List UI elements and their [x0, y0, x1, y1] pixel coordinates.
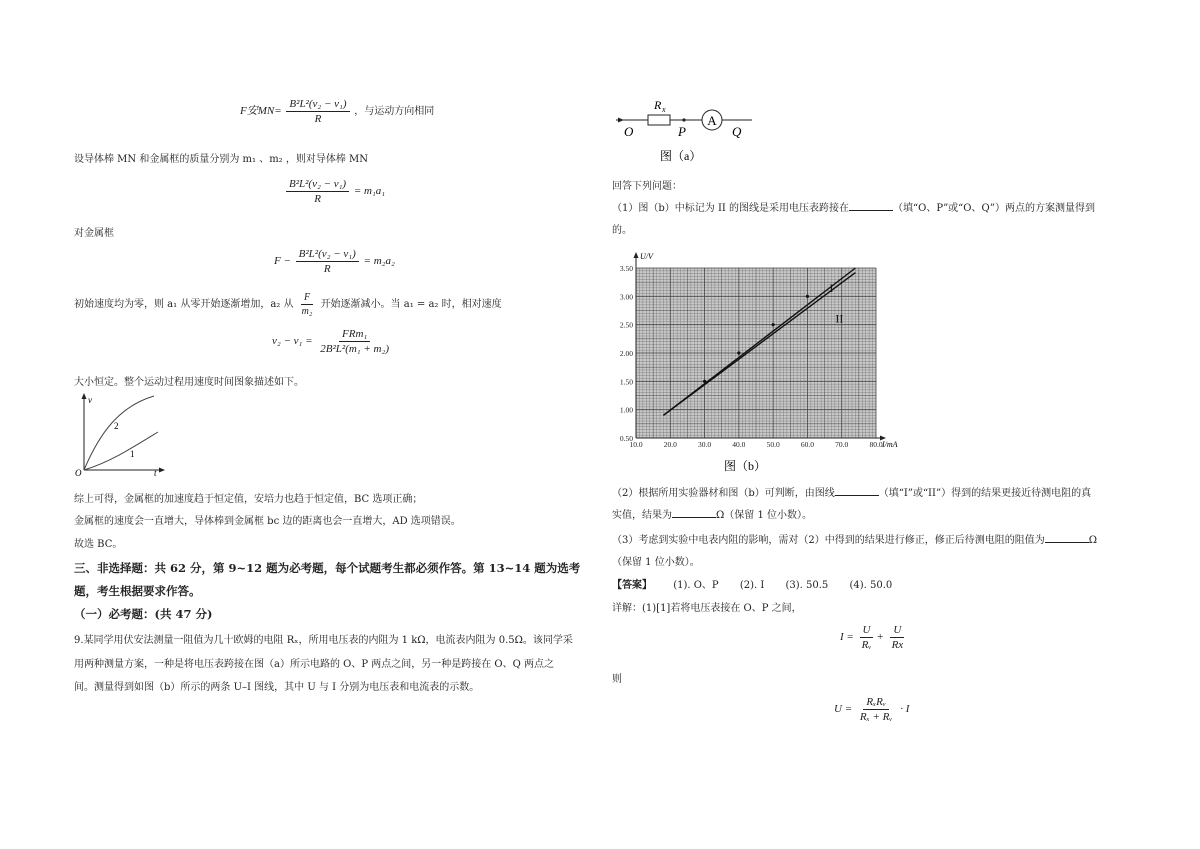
formula-relative-velocity	[272, 328, 394, 355]
question-2-line-2	[612, 506, 812, 521]
y-axis-label: U/V	[640, 252, 653, 261]
figure-b-caption: 图（b）	[724, 459, 767, 473]
x-tick-label: 60.0	[800, 440, 814, 449]
x-tick-label: 80.0	[869, 440, 883, 449]
x-tick-label: 50.0	[766, 440, 780, 449]
paragraph-conclude-2: 金属框的速度会一直增大，导体棒到金属框 bc 边的距离也会一直增大，AD 选项错误。	[74, 516, 461, 527]
curve-1-label: 1	[130, 449, 135, 459]
question-1-line-2: 的。	[612, 225, 632, 236]
section-3-heading-line-2: 题，考生根据要求作答。	[74, 584, 201, 598]
y-tick-label: 1.50	[619, 377, 633, 387]
fraction-num: F	[301, 292, 313, 305]
node-o-label: O	[624, 124, 634, 139]
answer-line	[612, 576, 892, 591]
x-tick-label: 30.0	[698, 440, 712, 449]
vt-graph	[70, 392, 170, 478]
question-3-line-2: （保留 1 位小数）。	[612, 557, 700, 568]
ammeter-label: A	[707, 113, 717, 128]
fraction-num: B²L²(v₂ − v₁)	[286, 98, 349, 112]
fraction-den: Rₓ + Rᵥ	[859, 711, 893, 723]
paragraph-answer: 故选 BC。	[74, 539, 123, 550]
answer-item: (4). 50.0	[849, 580, 893, 591]
origin-label: O	[75, 468, 82, 478]
answer-intro: 回答下列问题：	[612, 181, 682, 192]
question-9-line-2: 用两种测量方案，一种是将电压表跨接在图（a）所示电路的 O、P 两点之间，另一种是跨接在 O、Q 两点之	[74, 659, 554, 670]
node-p-label: P	[678, 124, 686, 139]
fraction	[296, 248, 359, 275]
fraction-den: m₂	[301, 306, 313, 317]
fraction-den: R	[314, 193, 321, 205]
paragraph-constant: 大小恒定。整个运动过程用速度时间图象描述如下。	[74, 377, 304, 388]
series-label-II: II	[835, 311, 844, 326]
answer-item: (2). I	[739, 580, 765, 591]
text-part: 开始逐渐减小。当 a₁ = a₂ 时，相对速度	[320, 299, 502, 310]
fraction-den: R	[323, 263, 331, 275]
formula-rod	[284, 178, 385, 205]
answer-blank-2	[835, 486, 879, 496]
node-p	[682, 118, 685, 121]
formula-rhs: · I	[900, 703, 910, 716]
paragraph-initial	[74, 292, 502, 317]
formula-current: I = $\frac{U}{\text{Rᵥ}}$ + $\frac{U}{Rx}$	[840, 624, 908, 651]
text-part: （3）考虑到实验中电表内阻的影响，需对（2）中得到的结果进行修正，修正后待测电阻的阻值为	[612, 535, 1045, 546]
fraction-num: B²L²(v₂ − v₁)	[296, 248, 359, 262]
y-tick-label: 3.00	[619, 292, 633, 302]
section-required-heading: （一）必考题：(共 47 分)	[74, 607, 213, 621]
text-part: （填“I”或“II”）得到的结果更接近待测电阻的真	[878, 488, 1092, 499]
axis-v-label: v	[88, 395, 92, 405]
then-label: 则	[612, 674, 622, 685]
text-part: 初始速度均为零，则 a₁ 从零开始逐渐增加，a₂ 从	[74, 299, 294, 310]
formula-frame	[274, 248, 395, 275]
fraction	[286, 178, 349, 205]
formula-note: ，与运动方向相同	[354, 106, 435, 118]
formula-rhs: = m₁a₁	[353, 185, 386, 198]
curve-2	[84, 396, 154, 470]
question-9-line-1: 9.某同学用伏安法测量一阻值为几十欧姆的电阻 Rₓ，所用电压表的内阻为 1 kΩ，电流表内阻为 0.5Ω。该同学采	[74, 635, 573, 646]
text-part: （1）图（b）中标记为 II 的图线是采用电压表跨接在	[612, 203, 850, 214]
fraction	[857, 696, 896, 723]
chart-grid	[634, 252, 887, 441]
question-1-line	[612, 199, 1095, 214]
fraction-num: B²L²(v₂ − v₁)	[286, 178, 349, 192]
node-q-label: Q	[732, 124, 742, 139]
text-part: （2）根据所用实验器材和图（b）可判断，由图线	[612, 488, 835, 499]
question-3-line	[612, 531, 1097, 546]
formula-rhs: = m₂a₂	[363, 255, 395, 268]
fraction	[317, 328, 392, 355]
formula-lhs: I =	[840, 631, 854, 644]
data-point	[772, 323, 775, 326]
paragraph-mass: 设导体棒 MN 和金属框的质量分别为 m₁ 、m₂ ，则对导体棒 MN	[74, 154, 369, 165]
fraction-den: 2B²L²(m₁ + m₂)	[320, 343, 389, 355]
x-tick-label: 20.0	[663, 440, 677, 449]
y-tick-label: 2.00	[619, 349, 633, 358]
y-tick-label: 3.50	[619, 264, 633, 273]
data-point	[737, 351, 740, 354]
curve-2-label: 2	[114, 421, 119, 431]
figure-a-caption: 图（a）	[660, 149, 702, 163]
section-3-heading-line-1: 三、非选择题：共 62 分，第 9~12 题为必考题，每个试题考生都必须作答。第 13~14 题为选考	[74, 561, 581, 575]
x-tick-label: 40.0	[732, 440, 746, 449]
circuit-diagram	[612, 96, 762, 166]
data-point	[806, 295, 809, 298]
text-part: Ω	[1088, 535, 1098, 546]
y-tick-label: 0.50	[619, 434, 633, 443]
fraction-den: Rᵥ	[861, 639, 872, 651]
fraction-den: Rx	[891, 639, 904, 651]
paragraph-frame: 对金属框	[74, 228, 114, 239]
y-axis-arrow	[634, 252, 639, 258]
y-tick-label: 2.50	[619, 320, 633, 330]
y-tick-label: 1.00	[619, 405, 633, 415]
x-tick-label: 70.0	[835, 440, 849, 449]
answer-item: (3). 50.5	[785, 580, 829, 591]
resistor-rx	[648, 115, 670, 125]
answer-blank-3	[672, 508, 716, 518]
question-2-line	[612, 484, 1091, 499]
fraction	[286, 98, 349, 125]
fraction-num: U	[890, 624, 904, 638]
answer-label: 【答案】	[612, 580, 652, 591]
x-tick-label: 10.0	[629, 440, 643, 449]
fraction-num: U	[860, 624, 874, 638]
text-part: 实值，结果为	[612, 510, 672, 521]
fraction-num: RₓRᵥ	[863, 696, 889, 710]
x-axis-label: I/mA	[882, 440, 898, 449]
formula-lhs: v₂ − v₁ =	[272, 335, 313, 348]
answer-blank-4	[1045, 533, 1089, 543]
rx-label: R	[654, 98, 662, 112]
fraction	[889, 624, 907, 651]
answer-blank-1	[849, 201, 893, 211]
data-point	[703, 380, 706, 383]
rx-subscript: x	[662, 105, 666, 114]
detail-line: 详解：(1)[1]若将电压表接在 O、P 之间，	[612, 603, 802, 614]
formula-lhs: F −	[274, 255, 291, 268]
formula-lhs: F安MN	[240, 105, 275, 118]
paragraph-conclude-1: 综上可得，金属框的加速度趋于恒定值，安培力也趋于恒定值，BC 选项正确；	[74, 494, 423, 505]
question-9-line-3: 间。测量得到如图（b）所示的两条 U–I 图线，其中 U 与 I 分别为电压表和电流表的示数。	[74, 682, 480, 693]
axis-t-label: t	[154, 468, 157, 478]
answer-item: (1). O、P	[673, 580, 719, 591]
text-part: Ω（保留 1 位小数）。	[716, 510, 813, 521]
series-label-I: I	[829, 281, 834, 295]
formula-voltage	[834, 696, 909, 723]
curve-1	[84, 432, 158, 470]
text-part: （填“O、P”或“O、Q”）两点的方案测量得到	[893, 203, 1095, 214]
fraction	[859, 624, 875, 651]
fraction-den: R	[314, 113, 322, 125]
fraction	[299, 292, 316, 317]
formula-lhs: U =	[834, 703, 853, 716]
fraction-num: FRm₁	[339, 328, 370, 342]
ui-chart	[606, 244, 906, 476]
formula-f-an: F安MN= $\frac{\text{B²L²(v₂ − v₁)}}{R}$ ，与运动方向相同	[240, 98, 435, 125]
